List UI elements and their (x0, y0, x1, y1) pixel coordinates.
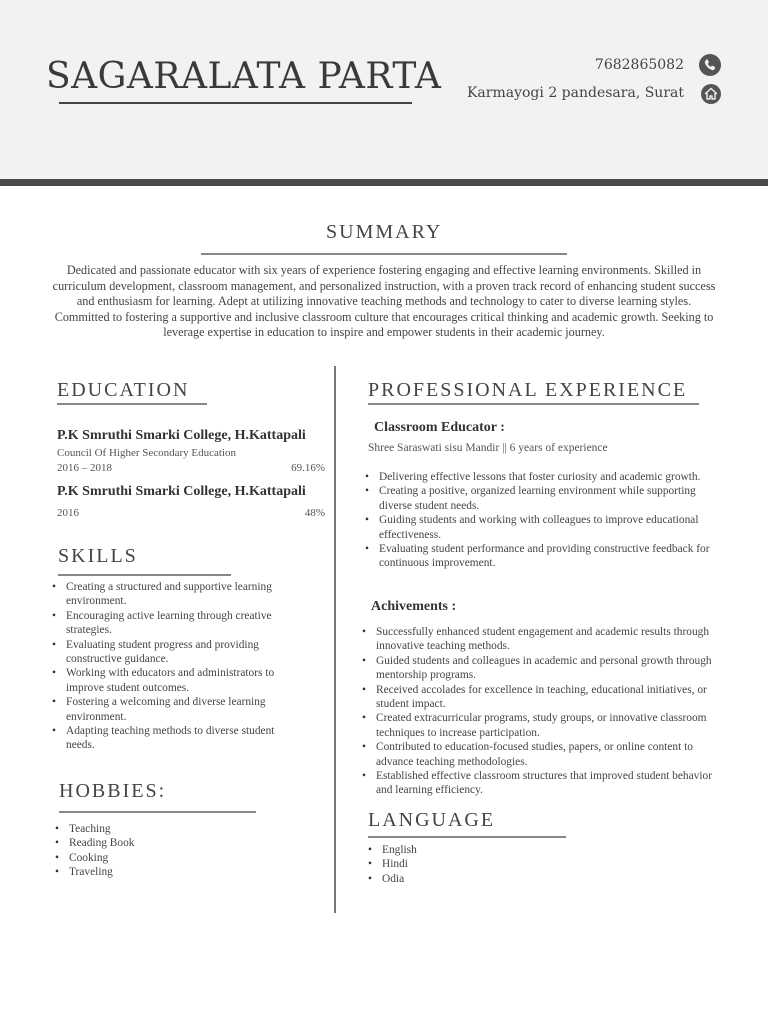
experience-rule (368, 403, 699, 405)
list-item: • Odia (368, 872, 568, 886)
list-item: • Evaluating student performance and providing constructive feedback for continuous improvement. (365, 542, 715, 571)
list-item: • Created extracurricular programs, study groups, or innovative classroom techniques to increase participation. (362, 711, 716, 740)
summary-rule (201, 253, 567, 255)
list-item: • Reading Book (55, 836, 255, 850)
experience-title: PROFESSIONAL EXPERIENCE (368, 379, 688, 401)
skills-rule (58, 574, 231, 576)
education-years-row (57, 507, 325, 519)
list-item: • Cooking (55, 851, 255, 865)
skills-title: SKILLS (58, 545, 138, 567)
list-item: • Creating a structured and supportive learning environment. (52, 580, 280, 609)
summary-title: SUMMARY (326, 221, 443, 243)
education-years: 2016 (57, 507, 79, 519)
education-years-row (57, 462, 325, 474)
education-school: P.K Smruthi Smarki College, H.Kattapali (57, 484, 306, 499)
hobbies-rule (59, 811, 256, 813)
header-divider (0, 179, 768, 186)
hobbies-list (55, 822, 255, 880)
skills-list (52, 580, 280, 753)
education-score: 69.16% (291, 462, 325, 474)
education-rule (57, 403, 207, 405)
list-item: • Hindi (368, 857, 568, 871)
column-divider (334, 366, 336, 913)
list-item: • Guiding students and working with colleagues to improve educational effectiveness. (365, 513, 715, 542)
education-school: P.K Smruthi Smarki College, H.Kattapali (57, 428, 306, 443)
list-item: • Encouraging active learning through creative strategies. (52, 609, 280, 638)
language-list (368, 843, 568, 886)
list-item: • Evaluating student progress and providing constructive guidance. (52, 638, 280, 667)
achievements-title: Achivements : (371, 599, 457, 614)
name-underline (59, 102, 412, 104)
education-board-text: Council Of Higher Secondary Education (57, 447, 237, 459)
list-item: • Successfully enhanced student engagement and academic results through innovative teaching methods. (362, 625, 716, 654)
achievements-list (362, 625, 716, 798)
hobbies-title: HOBBIES: (59, 780, 167, 802)
language-rule (368, 836, 566, 838)
education-title: EDUCATION (57, 379, 190, 401)
education-board (57, 447, 325, 459)
list-item: • Established effective classroom structures that improved student behavior and learning efficiency. (362, 769, 716, 798)
experience-duties-list (365, 470, 715, 571)
candidate-name: SAGARALATA PARTA (46, 56, 442, 97)
list-item: • Creating a positive, organized learning environment while supporting diverse student needs. (365, 484, 715, 513)
list-item: • Fostering a welcoming and diverse learning environment. (52, 695, 280, 724)
experience-org: Shree Saraswati sisu Mandir || 6 years of experience (368, 442, 608, 454)
list-item: • Adapting teaching methods to diverse student needs. (52, 724, 280, 753)
list-item: • Contributed to education-focused studies, papers, or online content to advance teaching methodologies. (362, 740, 716, 769)
phone-number: 7682865082 (594, 57, 684, 73)
experience-role: Classroom Educator : (374, 420, 505, 435)
education-years: 2016 – 2018 (57, 462, 112, 474)
list-item: • Teaching (55, 822, 255, 836)
education-score: 48% (304, 507, 325, 519)
list-item: • English (368, 843, 568, 857)
summary-text: Dedicated and passionate educator with six years of experience fostering engaging and effective learning environments. Skilled in curriculum development, classroom management, and personalized instruction, with a proven track record of enhancing student success and enthusiasm for learning. Adept at utilizing innovative teaching methods and technology to cater to diverse learning styles. Committed to fostering a supportive and inclusive classroom culture that encourages critical thinking and academic growth. Seeking to leverage expertise in education to inspire and empower students in their academic journey. (52, 263, 716, 340)
list-item: • Working with educators and administrators to improve student outcomes. (52, 666, 280, 695)
home-icon (701, 84, 721, 104)
address: Karmayogi 2 pandesara, Surat (466, 85, 684, 101)
list-item: • Guided students and colleagues in academic and personal growth through mentorship programs. (362, 654, 716, 683)
list-item: • Received accolades for excellence in teaching, educational initiatives, or student impact. (362, 683, 716, 712)
list-item: • Traveling (55, 865, 255, 879)
list-item: • Delivering effective lessons that foster curiosity and academic growth. (365, 470, 715, 484)
language-title: LANGUAGE (368, 809, 496, 831)
phone-icon (699, 54, 721, 76)
